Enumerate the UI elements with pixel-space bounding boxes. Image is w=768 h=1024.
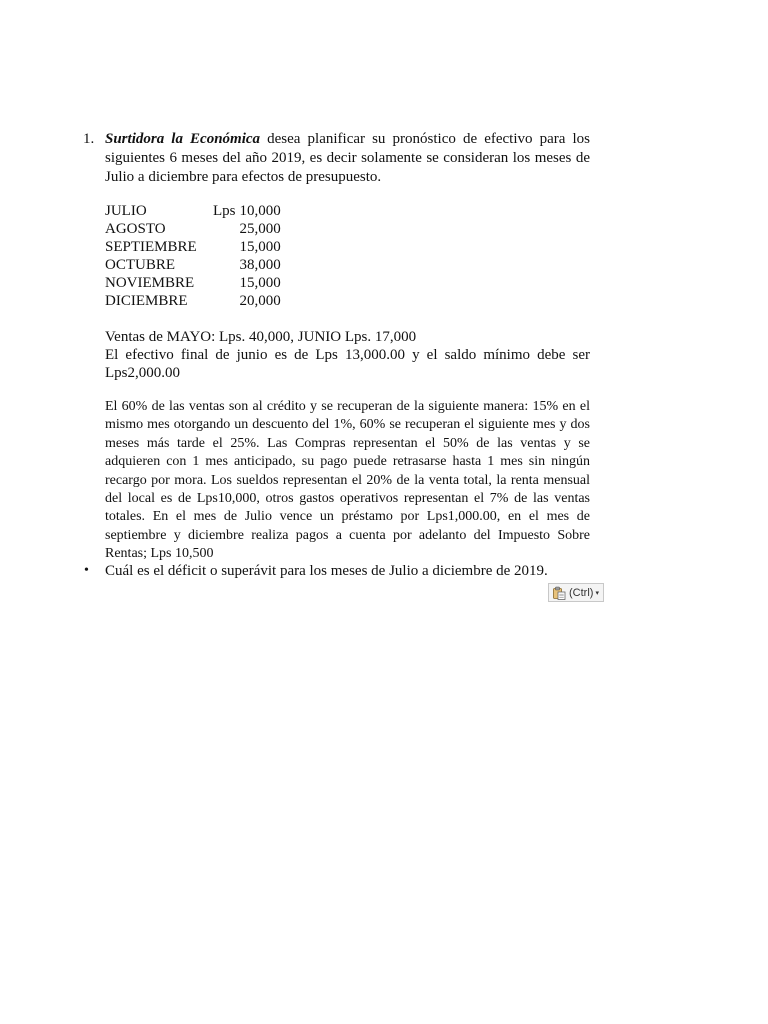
month-name: OCTUBRE <box>105 257 176 273</box>
sales-amount: 20,000 <box>239 293 281 309</box>
sales-amount: 10,000 <box>239 203 281 219</box>
problem-intro <box>105 130 590 187</box>
table-row <box>105 202 281 220</box>
table-row <box>105 220 281 238</box>
month-name: AGOSTO <box>105 221 166 237</box>
month-name: DICIEMBRE <box>105 293 188 309</box>
clipboard-paste-icon <box>552 586 566 600</box>
sales-value <box>213 238 281 256</box>
table-row <box>105 274 281 292</box>
sales-amount: 38,000 <box>239 257 281 273</box>
sales-value <box>213 202 281 220</box>
sales-amount: 15,000 <box>239 239 281 255</box>
month-name: NOVIEMBRE <box>105 275 195 291</box>
list-number: 1. <box>83 131 95 147</box>
chevron-down-icon: ▾ <box>595 589 599 597</box>
month-name: SEPTIEMBRE <box>105 239 197 255</box>
sales-amount: 15,000 <box>239 275 281 291</box>
cash-balance-text: El efectivo final de junio es de Lps 13,000.00 y el saldo mínimo debe ser Lps2,000.00 <box>105 347 590 381</box>
intro-text: desea planificar su pronóstico de efectivo para los siguientes 6 meses del año 2019, es decir solamente se consideran los meses de Julio a diciembre para efectos de presupuesto. <box>105 131 590 185</box>
sales-value <box>213 274 281 292</box>
bullet-icon: • <box>84 563 89 578</box>
previous-sales: Ventas de MAYO: Lps. 40,000, JUNIO Lps. 17,000 <box>105 329 417 345</box>
problem-details: El 60% de las ventas son al crédito y se recuperan de la siguiente manera: 15% en el mismo mes otorgando un descuento del 1%, 60% se recuperan el siguiente mes y dos meses más tarde el 25%. Las Compras representan el 50% de las ventas y se adquieren con 1 mes anticipado, su pago puede retrasarse hasta 1 mes sin ningún recargo por mora. Los sueldos representan el 20% de la venta total, la renta mensual del local es de Lps10,000, otros gastos operativos representan el 7% de las ventas totales. En el mes de Julio vence un préstamo por Lps1,000.00, en el mes de septiembre y diciembre realiza pagos a cuenta por adelanto del Impuesto Sobre Rentas; Lps 10,500 <box>105 399 590 562</box>
sales-value <box>213 256 281 274</box>
table-row <box>105 292 281 310</box>
table-row <box>105 256 281 274</box>
table-row <box>105 238 281 256</box>
paste-options-label: (Ctrl) <box>569 586 594 599</box>
paste-options-button[interactable] <box>548 583 604 602</box>
company-name: Surtidora la Económica <box>105 131 261 147</box>
month-name: JULIO <box>105 203 147 219</box>
sales-value <box>213 292 281 310</box>
monthly-sales-table <box>105 202 281 310</box>
sales-value <box>213 220 281 238</box>
currency-prefix: Lps <box>213 203 236 219</box>
question-text: Cuál es el déficit o superávit para los meses de Julio a diciembre de 2019. <box>105 563 548 579</box>
sales-amount: 25,000 <box>239 221 281 237</box>
